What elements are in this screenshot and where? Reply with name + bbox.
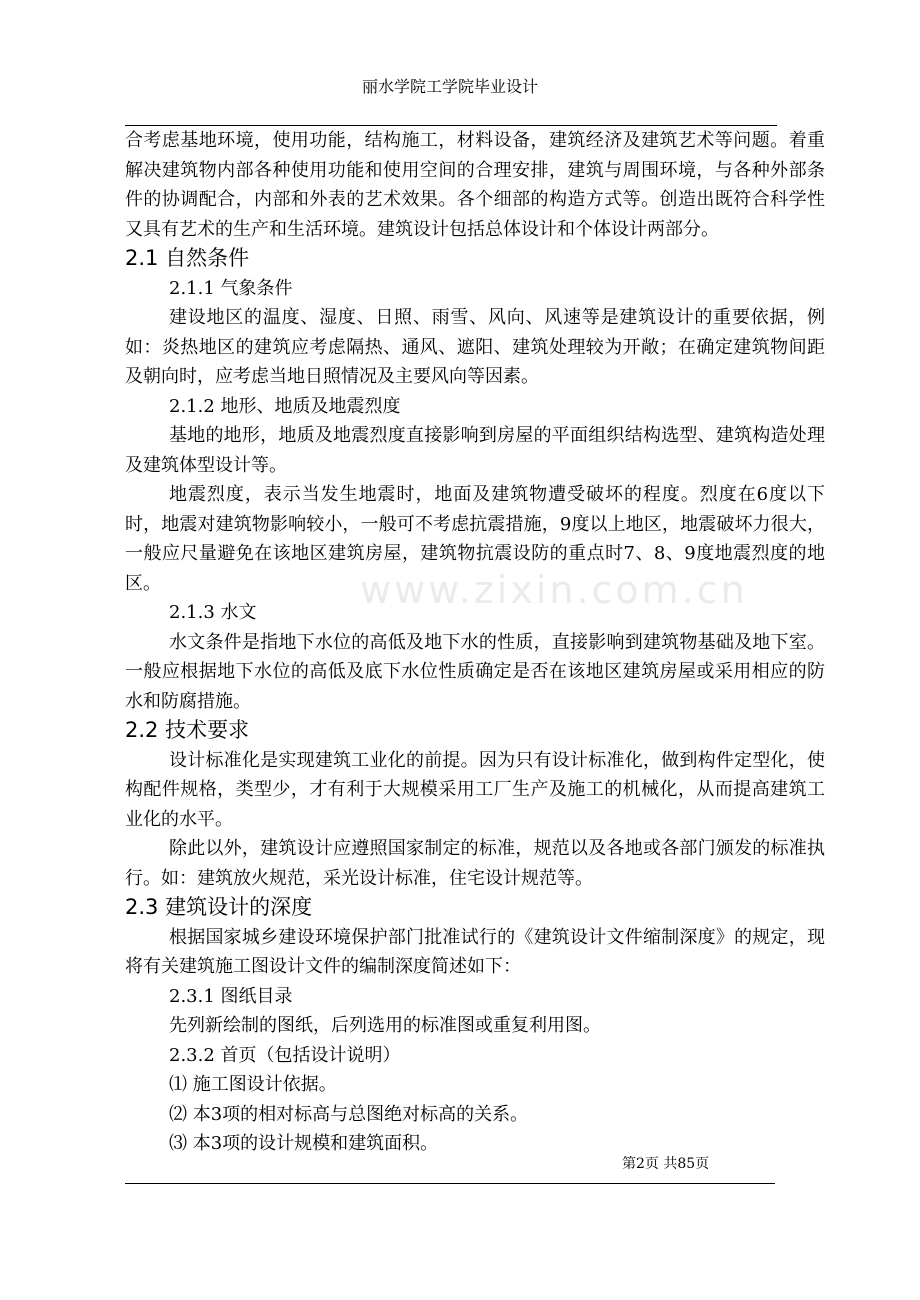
section-heading: 2.3 建筑设计的深度 <box>125 895 313 919</box>
subsection-heading: 2.1.3 水文 <box>169 602 257 623</box>
paragraph: 地震烈度，表示当发生地震时，地面及建筑物遭受破坏的程度。烈度在6度以下时，地震对建筑物影响较小，一般可不考虑抗震措施，9度以上地区，地震破坏力很大，一般应尺量避免在该地区建筑房屋，建筑物抗震设防的重点时7、8、9度地震烈度的地区。 <box>125 484 825 594</box>
page-header-title: 丽水学院工学院毕业设计 <box>361 77 538 96</box>
paragraph: 根据国家城乡建设环境保护部门批准试行的《建筑设计文件缩制深度》的规定，现将有关建筑施工图设计文件的编制深度简述如下： <box>125 926 825 977</box>
subsection-heading: 2.1.1 气象条件 <box>169 277 293 299</box>
section-heading: 2.2 技术要求 <box>125 718 250 742</box>
list-item: ⑴ 施工图设计依据。 <box>169 1074 337 1095</box>
subsection-heading: 2.3.1 图纸目录 <box>169 985 293 1007</box>
paragraph: 设计标准化是实现建筑工业化的前提。因为只有设计标准化，做到构件定型化，使构配件规格，类型少，才有利于大规模采用工厂生产及施工的机械化，从而提高建筑工业化的水平。 <box>125 749 825 830</box>
paragraph: 合考虑基地环境，使用功能，结构施工，材料设备，建筑经济及建筑艺术等问题。着重解决建筑物内部各种使用功能和使用空间的合理安排，建筑与周围环境，与各种外部条件的协调配合，内部和外表的艺术效果。各个细部的构造方式等。创造出既符合科学性又具有艺术的生产和生活环境。建筑设计包括总体设计和个体设计两部分。 <box>125 130 825 240</box>
footer-divider <box>125 1183 775 1184</box>
list-item: ⑶ 本3项的设计规模和建筑面积。 <box>169 1133 439 1154</box>
paragraph: 基地的地形，地质及地震烈度直接影响到房屋的平面组织结构选型、建筑构造处理及建筑体型设计等。 <box>125 425 825 476</box>
paragraph: 建设地区的温度、湿度、日照、雨雪、风向、风速等是建筑设计的重要依据，例如：炎热地区的建筑应考虑隔热、通风、遮阳、建筑处理较为开敞；在确定建筑物间距及朝向时，应考虑当地日照情况及主要风向等因素。 <box>125 307 825 387</box>
page-number: 第2页 共85页 <box>622 1156 710 1172</box>
list-item: ⑵ 本3项的相对标高与总图绝对标高的关系。 <box>169 1103 529 1125</box>
paragraph: 除此以外，建筑设计应遵照国家制定的标准，规范以及各地或各部门颁发的标准执行。如：建筑放火规范，采光设计标准，住宅设计规范等。 <box>125 838 825 889</box>
watermark: www.zixin.com.cn <box>360 568 748 612</box>
document-body <box>125 126 825 1159</box>
subsection-heading: 2.1.2 地形、地质及地震烈度 <box>169 395 401 417</box>
paragraph: 水文条件是指地下水位的高低及地下水的性质，直接影响到建筑物基础及地下室。一般应根据地下水位的高低及底下水位性质确定是否在该地区建筑房屋或采用相应的防水和防腐措施。 <box>125 631 825 712</box>
subsection-heading: 2.3.2 首页（包括设计说明） <box>169 1044 401 1066</box>
section-heading: 2.1 自然条件 <box>125 246 250 270</box>
paragraph: 先列新绘制的图纸，后列选用的标准图或重复利用图。 <box>169 1015 601 1036</box>
